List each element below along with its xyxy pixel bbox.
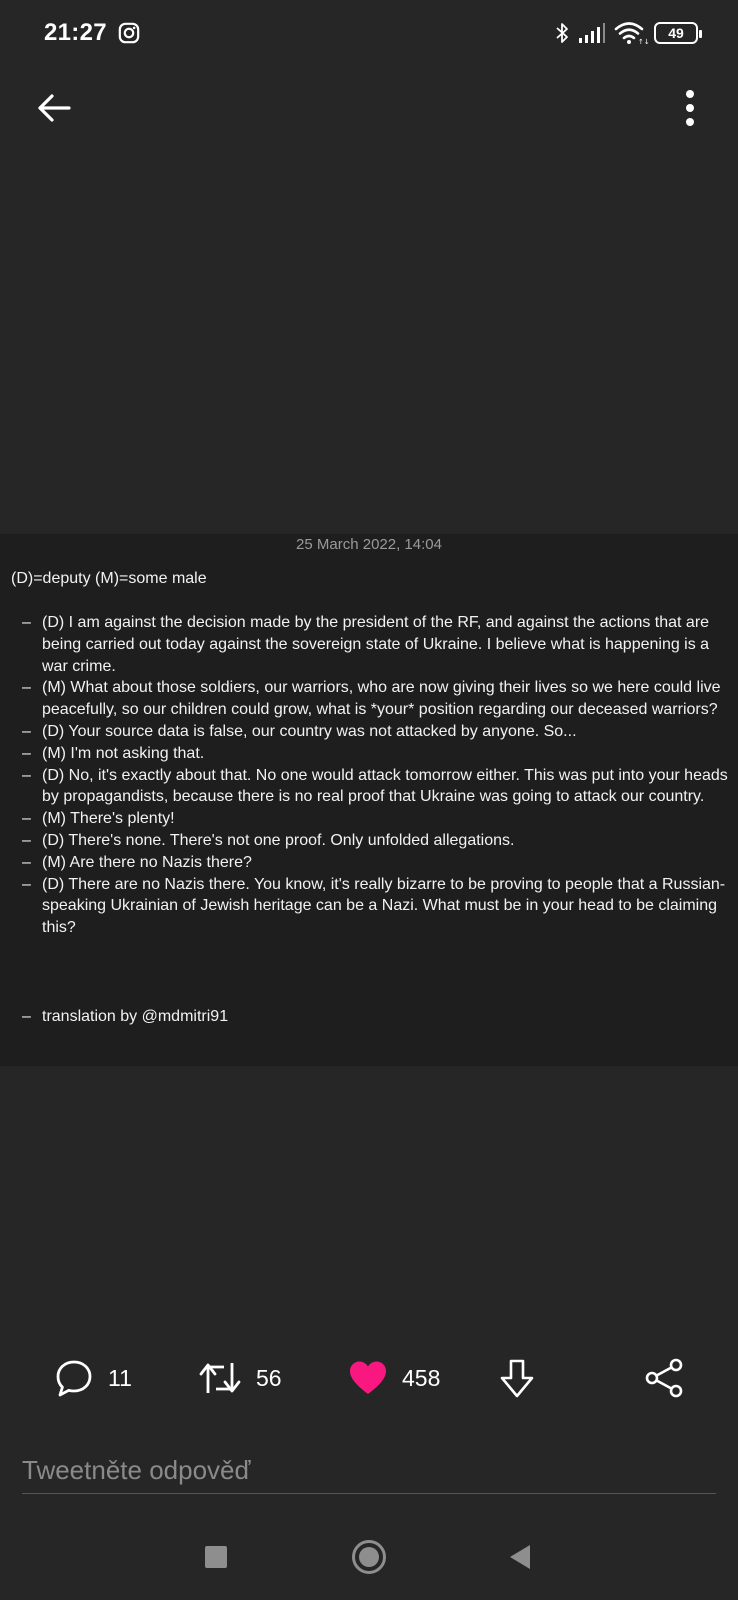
arrow-left-icon: [36, 93, 72, 123]
like-count: 458: [402, 1364, 441, 1391]
retweet-icon: [198, 1359, 242, 1397]
download-button[interactable]: [497, 1358, 537, 1400]
transcript-line: – (M) There's plenty!: [20, 808, 732, 830]
more-options-button[interactable]: [670, 84, 710, 132]
heart-icon: [348, 1360, 388, 1396]
transcript-line: – (D) There are no Nazis there. You know, it's really bizarre to be proving to people that a Russian-speaking Ukrainian of Jewish heritage can be a Nazi. What must be in your head to be claiming this?: [20, 874, 732, 939]
share-button[interactable]: [644, 1358, 684, 1398]
download-icon: [497, 1358, 537, 1400]
image-date: 25 March 2022, 14:04: [296, 536, 442, 553]
back-button[interactable]: [34, 88, 74, 128]
battery-icon: [654, 22, 698, 44]
reply-count: 11: [108, 1364, 132, 1391]
transcript-line: – (M) I'm not asking that.: [20, 743, 732, 765]
status-time: 21:27: [44, 19, 107, 46]
image-legend: (D)=deputy (M)=some male: [11, 570, 207, 587]
svg-text:↑↓: ↑↓: [638, 38, 650, 46]
status-icons: [554, 20, 698, 46]
transcript-line: – (D) There's none. There's not one proof. Only unfolded allegations.: [20, 830, 732, 852]
signal-icon: [578, 22, 606, 44]
home-dot: [359, 1547, 379, 1567]
battery-level: 49: [668, 25, 684, 41]
wifi-icon: [614, 21, 650, 46]
translation-credit: – translation by @mdmitri91: [20, 1006, 732, 1028]
home-icon[interactable]: [352, 1540, 386, 1574]
share-icon: [644, 1358, 684, 1398]
like-button[interactable]: [348, 1356, 440, 1400]
recents-icon[interactable]: [205, 1546, 227, 1568]
retweet-button[interactable]: [198, 1356, 282, 1400]
status-bar: [0, 0, 738, 66]
reply-icon: [54, 1358, 94, 1398]
transcript-list: [20, 612, 732, 939]
more-vertical-icon: [685, 89, 695, 127]
transcript-line: – (D) I am against the decision made by the president of the RF, and against the actions that are being carried out today against the sovereign state of Ukraine. I believe what is happening is a war crime.: [20, 612, 732, 677]
back-icon[interactable]: [508, 1544, 532, 1570]
instagram-icon: [118, 22, 140, 44]
transcript-line: – (M) Are there no Nazis there?: [20, 852, 732, 874]
transcript-line: – (D) No, it's exactly about that. No one would attack tomorrow either. This was put into your heads by propagandists, because there is no real proof that Ukraine was going to attack our country.: [20, 765, 732, 809]
transcript-line: – (M) What about those soldiers, our warriors, who are now giving their lives so we here could live peacefully, so our children could grow, what is *your* position regarding our deceased warriors?: [20, 677, 732, 721]
reply-input[interactable]: [22, 1448, 716, 1494]
retweet-count: 56: [256, 1364, 282, 1391]
transcript-line: – (D) Your source data is false, our country was not attacked by anyone. So...: [20, 721, 732, 743]
bluetooth-icon: [554, 21, 570, 45]
reply-button[interactable]: [54, 1356, 132, 1400]
